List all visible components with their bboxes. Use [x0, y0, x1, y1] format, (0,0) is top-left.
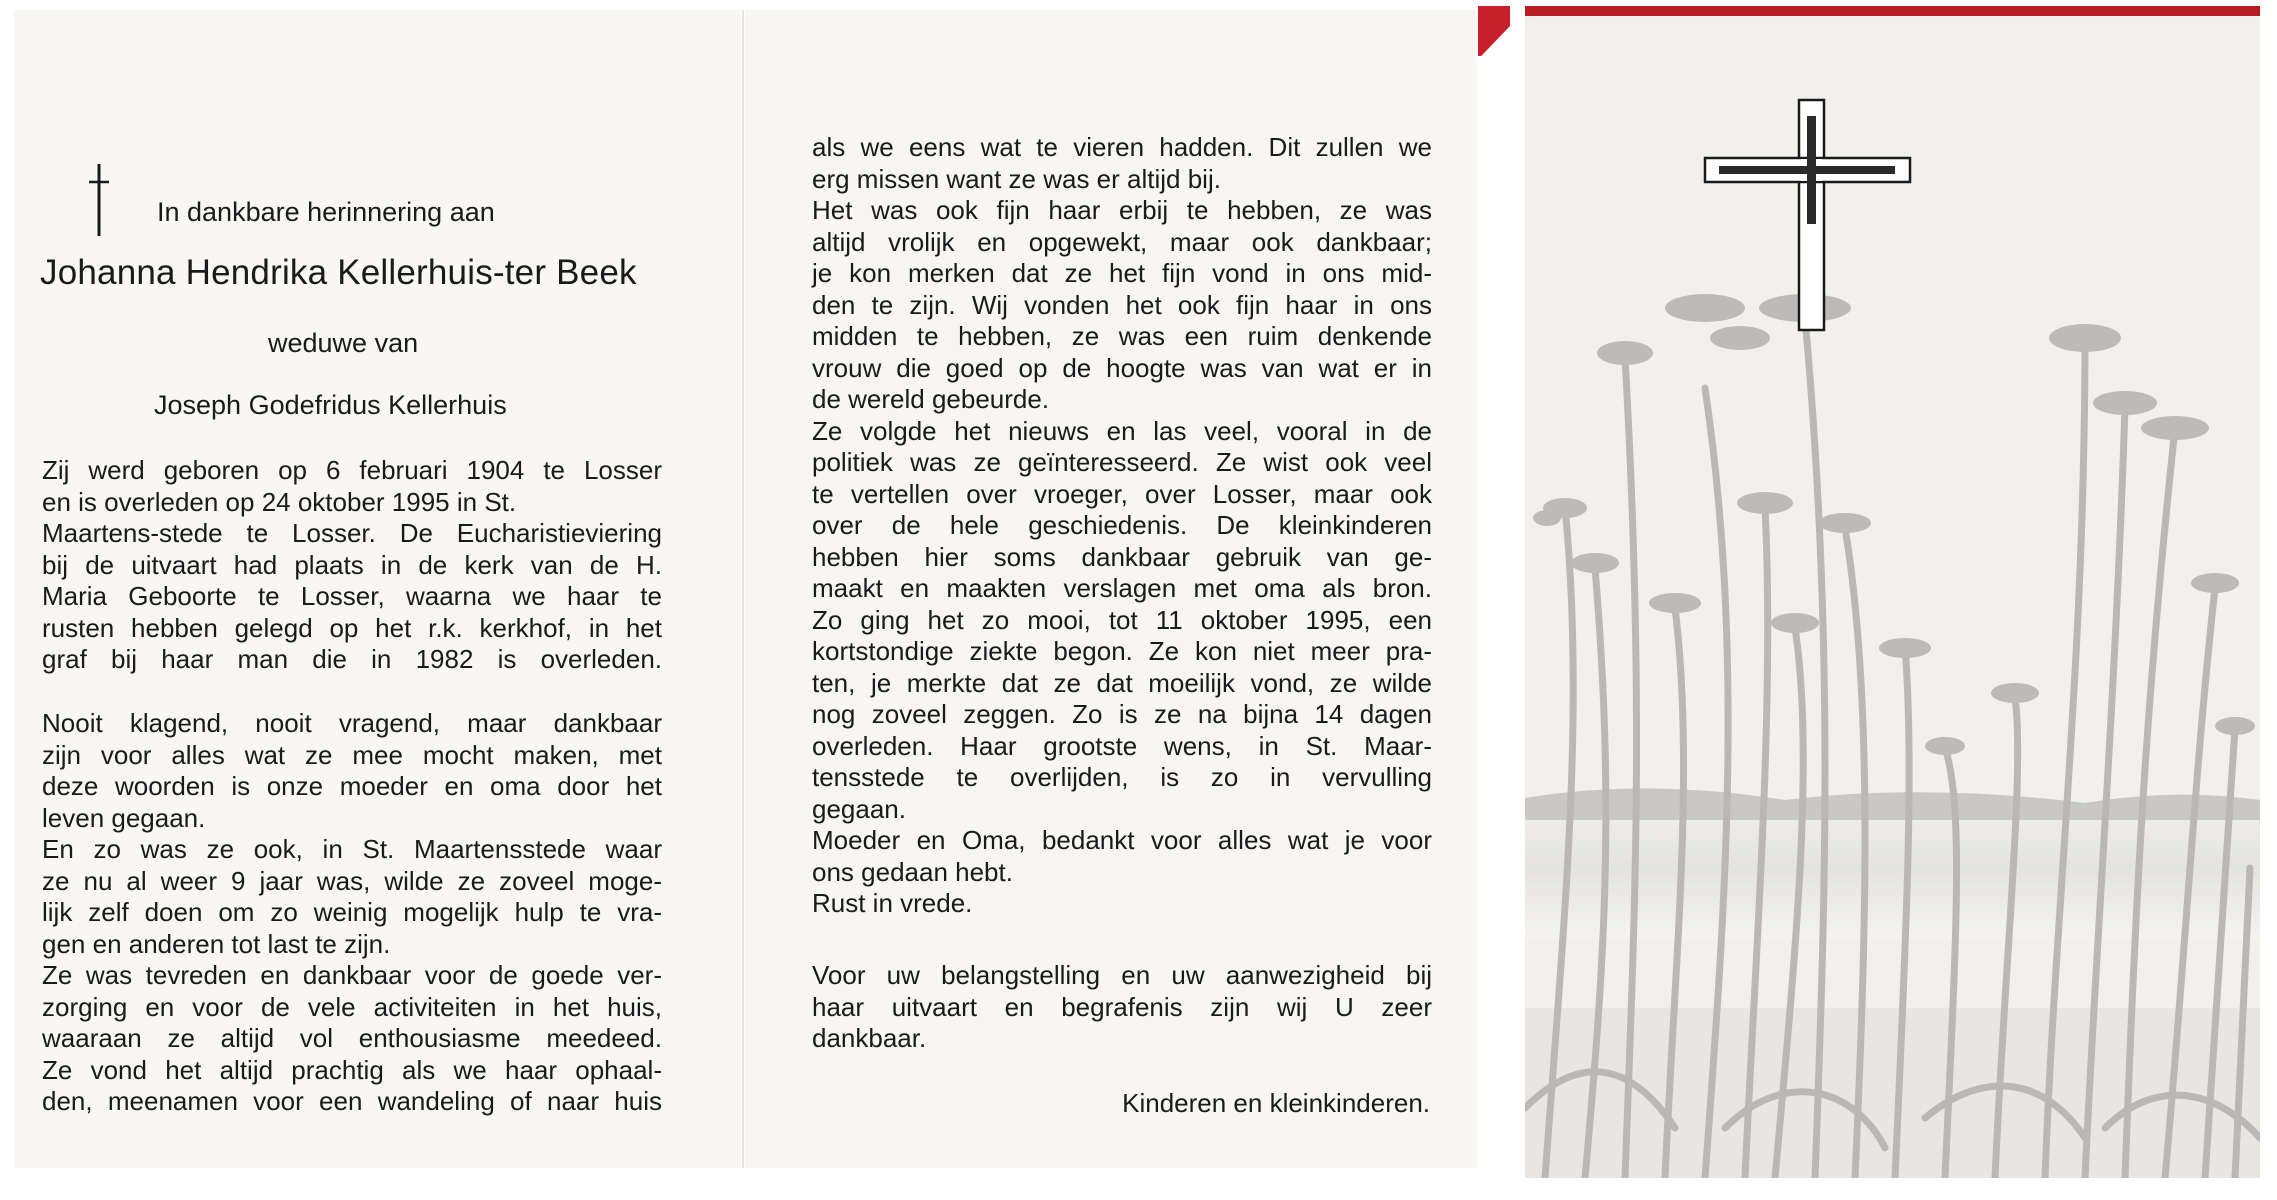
text-line: Ze was tevreden en dankbaar voor de goede ver-	[42, 960, 662, 990]
text-line: tensstede te overlijden, is zo in vervulling	[812, 762, 1432, 792]
text-line: de wereld gebeurde.	[812, 384, 1050, 414]
text-line: den, meenamen voor een wandeling of naar huis	[42, 1086, 662, 1116]
cover-page	[1525, 8, 2260, 1178]
text-line: Ze vond het altijd prachtig als we haar ophaal-	[42, 1054, 662, 1085]
text-line: Maria Geboorte te Losser, waarna we haar te	[42, 581, 662, 611]
text-line: ten, je merkte dat ze dat moeilijk vond, ze wilde	[812, 667, 1432, 698]
plants-silhouette-illustration	[1525, 8, 2260, 1178]
text-line: zijn voor alles wat ze mee mocht maken, met	[42, 739, 662, 770]
widow-of-label: weduwe van	[268, 328, 419, 358]
text-line: graf bij haar man die in 1982 is overleden.	[42, 644, 662, 674]
text-line: je kon merken dat ze het fijn vond in ons mid-	[812, 258, 1432, 288]
red-card-flap	[1478, 6, 1510, 56]
text-line: leven gegaan.	[42, 802, 206, 833]
text-line: nog zoveel zeggen. Zo is ze na bijna 14 dagen	[812, 699, 1432, 729]
signature-line: Kinderen en kleinkinderen.	[1122, 1088, 1430, 1118]
middle-paragraph-1	[812, 132, 1432, 920]
text-line: bij de uitvaart had plaats in de kerk van de H.	[42, 549, 662, 580]
middle-paragraph-2	[812, 960, 1432, 1055]
text-line: waaraan ze altijd vol enthousiasme meedeed.	[42, 1023, 662, 1053]
text-line: en is overleden op 24 oktober 1995 in St.	[42, 486, 517, 517]
small-cross-icon	[86, 160, 112, 240]
text-line: over de hele geschiedenis. De kleinkinderen	[812, 510, 1432, 540]
text-line: vrouw die goed op de hoogte was van wat er in	[812, 352, 1432, 383]
text-line: hebben hier soms dankbaar gebruik van ge-	[812, 541, 1432, 572]
text-line: Voor uw belangstelling en uw aanwezigheid bij	[812, 960, 1432, 990]
text-line: dankbaar.	[812, 1023, 927, 1053]
text-line: altijd vrolijk en opgewekt, maar ook dankbaar;	[812, 226, 1432, 257]
text-line: overleden. Haar grootste wens, in St. Maar-	[812, 730, 1432, 761]
text-line: te vertellen over vroeger, over Losser, maar ook	[812, 478, 1432, 509]
deceased-name: Johanna Hendrika Kellerhuis-ter Beek	[40, 253, 637, 292]
text-line: gen en anderen tot last te zijn.	[42, 928, 391, 959]
text-line: lijk zelf doen om zo weinig mogelijk hulp te vra-	[42, 897, 662, 927]
text-line: Het was ook fijn haar erbij te hebben, ze was	[812, 195, 1432, 225]
red-card-edge	[1525, 6, 2260, 16]
fold-line	[742, 10, 744, 1168]
text-line: kortstondige ziekte begon. Ze kon niet meer pra-	[812, 636, 1432, 666]
text-line: maakt en maakten verslagen met oma als bron.	[812, 573, 1432, 603]
text-line: midden te hebben, ze was een ruim denkende	[812, 321, 1432, 351]
text-line: rusten hebben gelegd op het r.k. kerkhof, in het	[42, 612, 662, 643]
text-line: politiek was ze geïnteresseerd. Ze wist ook veel	[812, 447, 1432, 477]
text-line: Maartens-stede te Losser. De Eucharistieviering	[42, 518, 662, 548]
text-line: Moeder en Oma, bedankt voor alles wat je voor	[812, 825, 1432, 855]
spouse-name: Joseph Godefridus Kellerhuis	[154, 390, 507, 420]
text-line: Zo ging het zo mooi, tot 11 oktober 1995, een	[812, 604, 1432, 635]
left-paragraph-1	[42, 455, 662, 676]
text-line: gegaan.	[812, 793, 906, 824]
left-paragraph-2	[42, 708, 662, 1118]
text-line: ons gedaan hebt.	[812, 856, 1013, 887]
text-line: En zo was ze ook, in St. Maartensstede waar	[42, 834, 662, 864]
text-line: als we eens wat te vieren hadden. Dit zullen we	[812, 132, 1432, 162]
text-line: zorging en voor de vele activiteiten in het huis,	[42, 991, 662, 1022]
intro-line: In dankbare herinnering aan	[157, 197, 495, 227]
text-line: den te zijn. Wij vonden het ook fijn haar in ons	[812, 289, 1432, 320]
text-line: Rust in vrede.	[812, 888, 973, 918]
text-line: deze woorden is onze moeder en oma door het	[42, 771, 662, 801]
text-line: Zij werd geboren op 6 februari 1904 te Losser	[42, 455, 662, 485]
text-line: Nooit klagend, nooit vragend, maar dankbaar	[42, 708, 662, 738]
text-line: Ze volgde het nieuws en las veel, vooral in de	[812, 415, 1432, 446]
text-line: haar uitvaart en begrafenis zijn wij U zeer	[812, 991, 1432, 1022]
text-line: ze nu al weer 9 jaar was, wilde ze zoveel moge-	[42, 865, 662, 896]
text-line: erg missen want ze was er altijd bij.	[812, 163, 1221, 194]
